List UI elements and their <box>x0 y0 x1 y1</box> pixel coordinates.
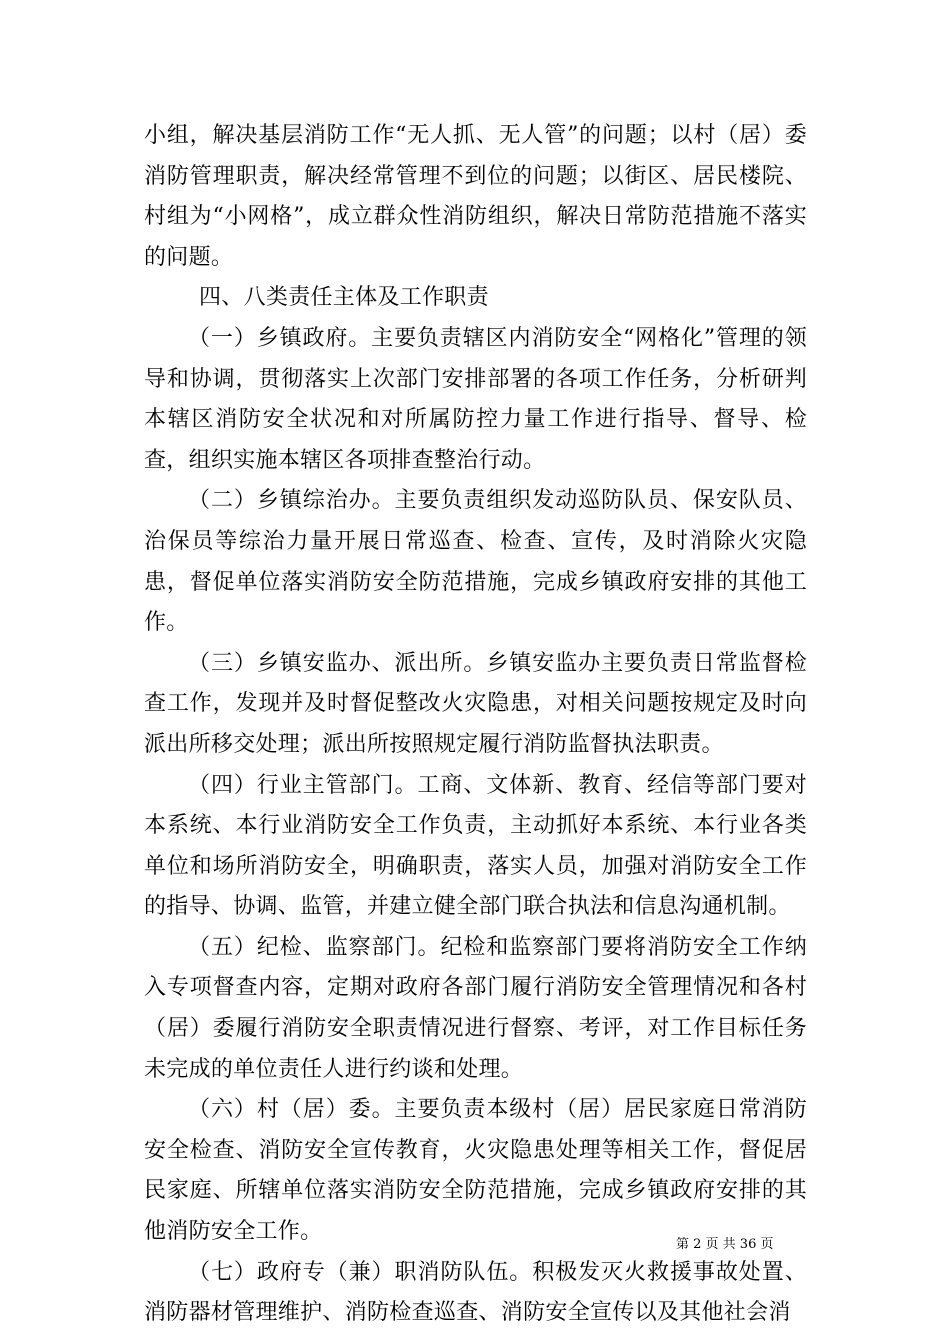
paragraph-safety-police: （三）乡镇安监办、派出所。乡镇安监办主要负责日常监督检查工作，发现并及时督促整改火灾隐患，对相关问题按规定及时向派出所移交处理；派出所按照规定履行消防监督执法职责。 <box>144 650 807 757</box>
paragraph-village-committee: （六）村（居）委。主要负责本级村（居）居民家庭日常消防安全检查、消防安全宣传教育，火灾隐患处理等相关工作，督促居民家庭、所辖单位落实消防安全防范措施，完成乡镇政府安排的其他消防安全工作。 <box>144 1097 807 1245</box>
page-number-footer: 第 2 页 共 36 页 <box>676 1237 774 1252</box>
paragraph-continued: 小组，解决基层消防工作“无人抓、无人管”的问题；以村（居）委消防管理职责，解决经常管理不到位的问题；以街区、居民楼院、村组为“小网格”，成立群众性消防组织，解决日常防范措施不落实的问题。 <box>144 123 807 270</box>
document-body <box>144 116 807 1334</box>
paragraph-fire-brigade: （七）政府专（兼）职消防队伍。积极发灭火救援事故处置、消防器材管理维护、消防检查巡查、消防安全宣传以及其他社会消 <box>144 1259 807 1326</box>
section-heading: 四、八类责任主体及工作职责 <box>199 285 489 311</box>
paragraph-industry-departments: （四）行业主管部门。工商、文体新、教育、经信等部门要对本系统、本行业消防安全工作负责，主动抓好本系统、本行业各类单位和场所消防安全，明确职责，落实人员，加强对消防安全工作的指导、协调、监管，并建立健全部门联合执法和信息沟通机制。 <box>144 772 807 920</box>
paragraph-discipline-supervision: （五）纪检、监察部门。纪检和监察部门要将消防安全工作纳入专项督查内容，定期对政府各部门履行消防安全管理情况和各村（居）委履行消防安全职责情况进行督察、考评，对工作目标任务未完成的单位责任人进行约谈和处理。 <box>144 934 807 1082</box>
paragraph-comprehensive-office: （二）乡镇综治办。主要负责组织发动巡防队员、保安队员、治保员等综治力量开展日常巡查、检查、宣传，及时消除火灾隐患，督促单位落实消防安全防范措施，完成乡镇政府安排的其他工作。 <box>144 488 807 636</box>
paragraph-township-government: （一）乡镇政府。主要负责辖区内消防安全“网格化”管理的领导和协调，贯彻落实上次部门安排部署的各项工作任务，分析研判本辖区消防安全状况和对所属防控力量工作进行指导、督导、检查，组织实施本辖区各项排查整治行动。 <box>144 325 807 473</box>
